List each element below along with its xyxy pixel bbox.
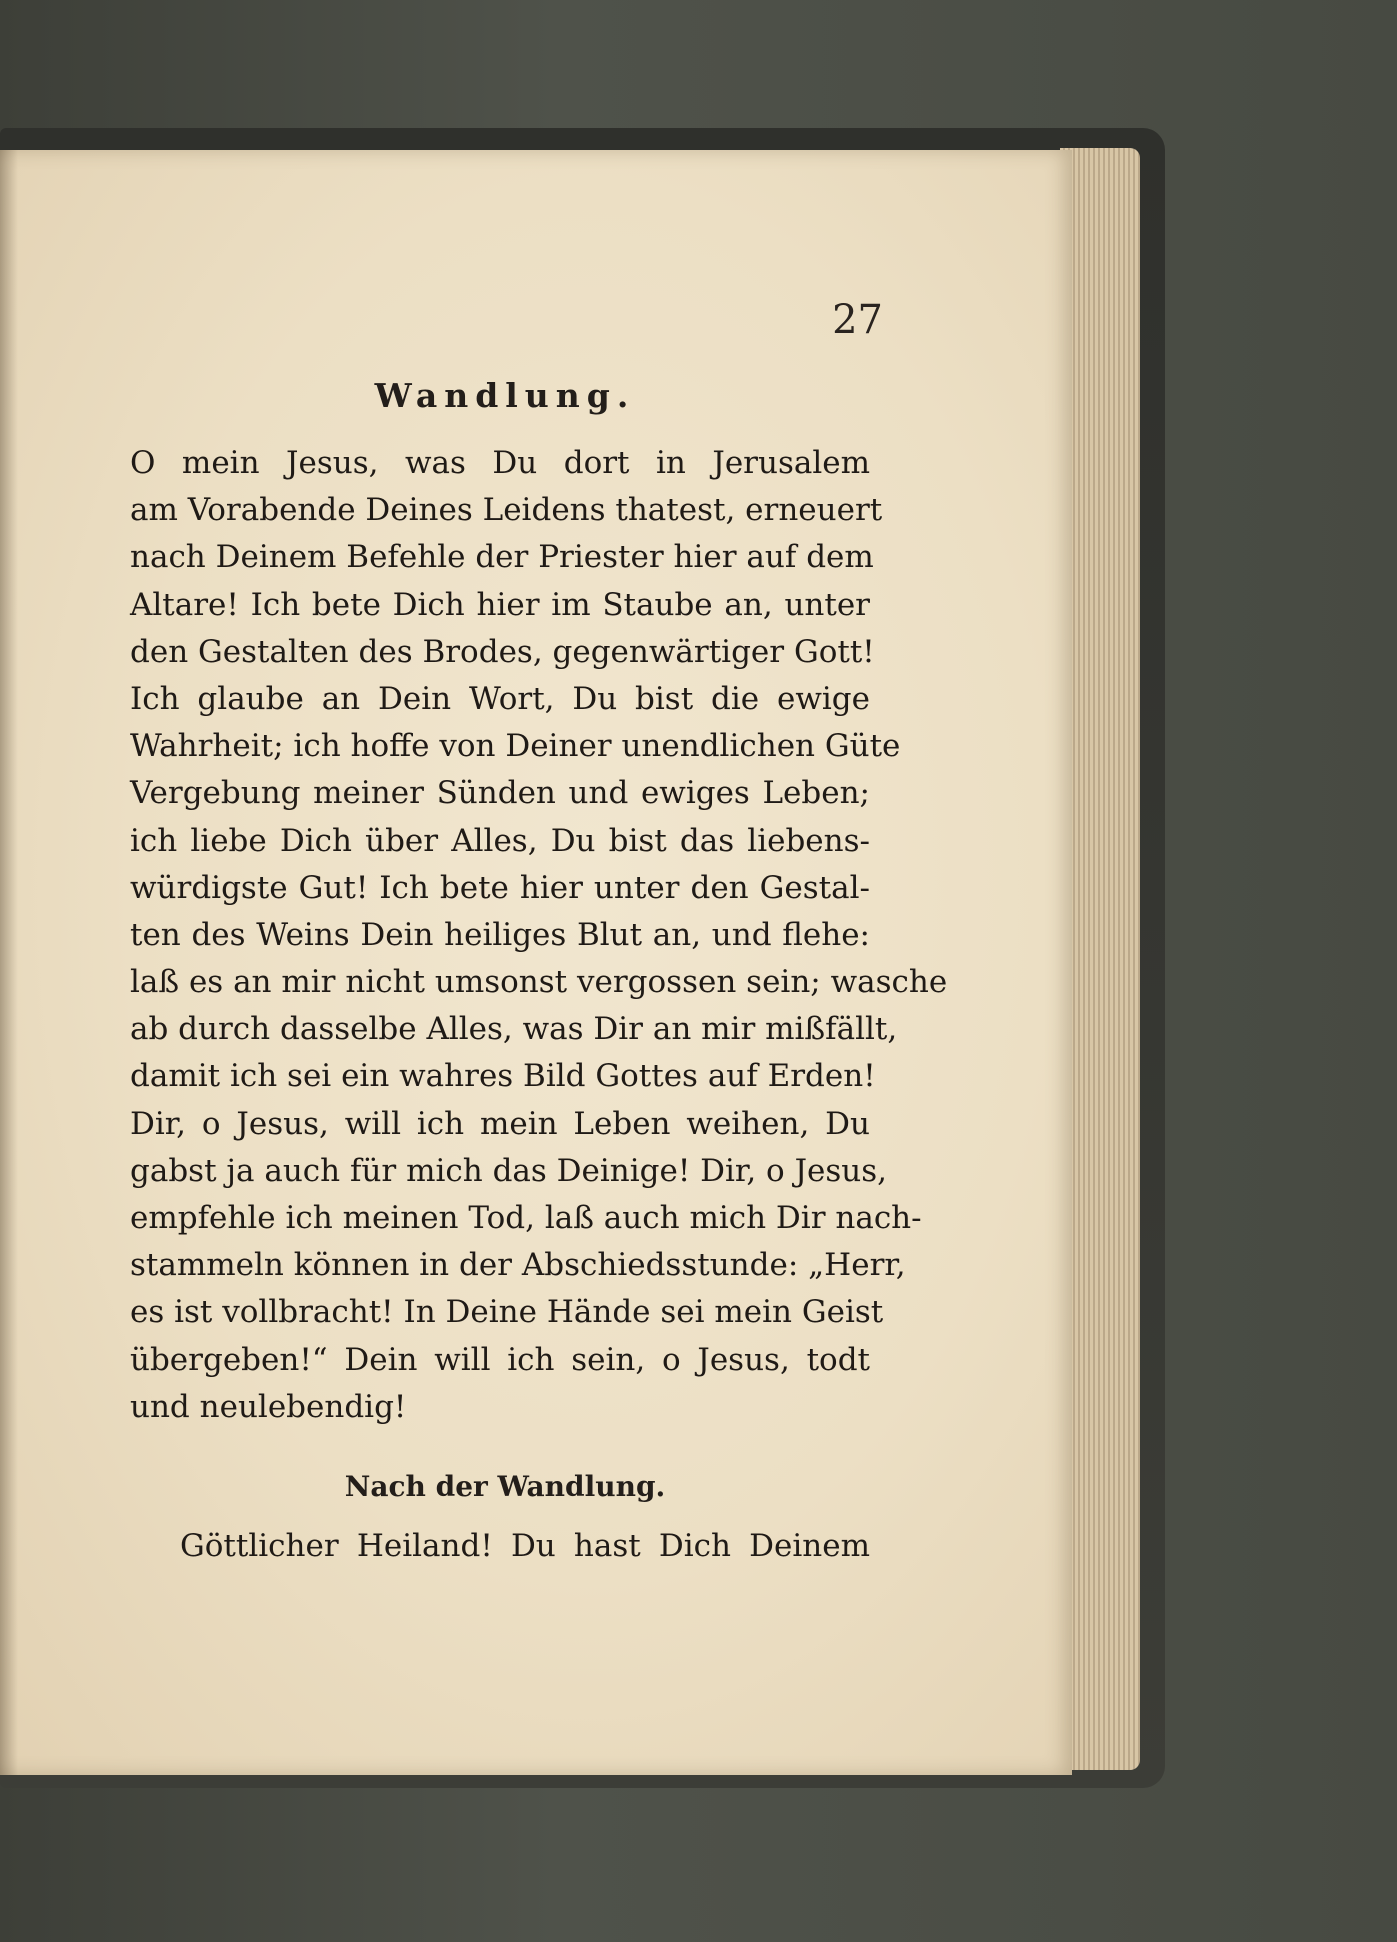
subsection-title: Nach der Wandlung. xyxy=(344,1470,666,1503)
text-line: es ist vollbracht! In Deine Hände sei mein Geist xyxy=(130,1294,884,1331)
text-line: stammeln können in der Abschiedsstunde: „Herr, xyxy=(130,1247,906,1284)
text-line: empfehle ich meinen Tod, laß auch mich Dir nach- xyxy=(130,1200,922,1236)
text-line: ten des Weins Dein heiliges Blut an, und flehe: xyxy=(130,916,870,953)
text-line: Vergebung meiner Sünden und ewiges Leben; xyxy=(130,775,870,812)
text-line: O mein Jesus, was Du dort in Jerusalem xyxy=(130,445,870,481)
page-number: 27 xyxy=(832,297,883,343)
text-line: Altare! Ich bete Dich hier im Staube an, unter xyxy=(130,586,870,623)
text-line: am Vorabende Deines Leidens thatest, erneuert xyxy=(130,492,883,529)
page-gutter-shadow xyxy=(0,150,18,1775)
text-line: würdigste Gut! Ich bete hier unter den Gestal- xyxy=(130,869,870,906)
text-line: übergeben!“ Dein will ich sein, o Jesus, todt xyxy=(130,1341,870,1378)
text-line: Göttlicher Heiland! Du hast Dich Deinem xyxy=(180,1528,870,1564)
text-line: nach Deinem Befehle der Priester hier auf dem xyxy=(130,539,874,576)
text-line: ich liebe Dich über Alles, Du bist das liebens- xyxy=(130,822,870,859)
text-line: und neulebendig! xyxy=(130,1388,407,1425)
text-line: Wahrheit; ich hoffe von Deiner unendlichen Güte xyxy=(130,728,901,765)
text-line: Dir, o Jesus, will ich mein Leben weihen, Du xyxy=(130,1105,870,1142)
body-text xyxy=(130,440,948,1431)
page-edges xyxy=(1060,148,1140,1770)
section-title: Wandlung. xyxy=(374,376,636,415)
text-line: ab durch dasselbe Alles, was Dir an mir mißfällt, xyxy=(130,1011,898,1048)
text-line: gabst ja auch für mich das Deinige! Dir, o Jesus, xyxy=(130,1152,887,1189)
text-line: Ich glaube an Dein Wort, Du bist die ewige xyxy=(130,680,870,717)
text-line: damit ich sei ein wahres Bild Gottes auf Erden! xyxy=(130,1058,876,1095)
text-line: den Gestalten des Brodes, gegenwärtiger Gott! xyxy=(130,633,875,670)
text-line: laß es an mir nicht umsonst vergossen sein; wasche xyxy=(130,964,948,1001)
